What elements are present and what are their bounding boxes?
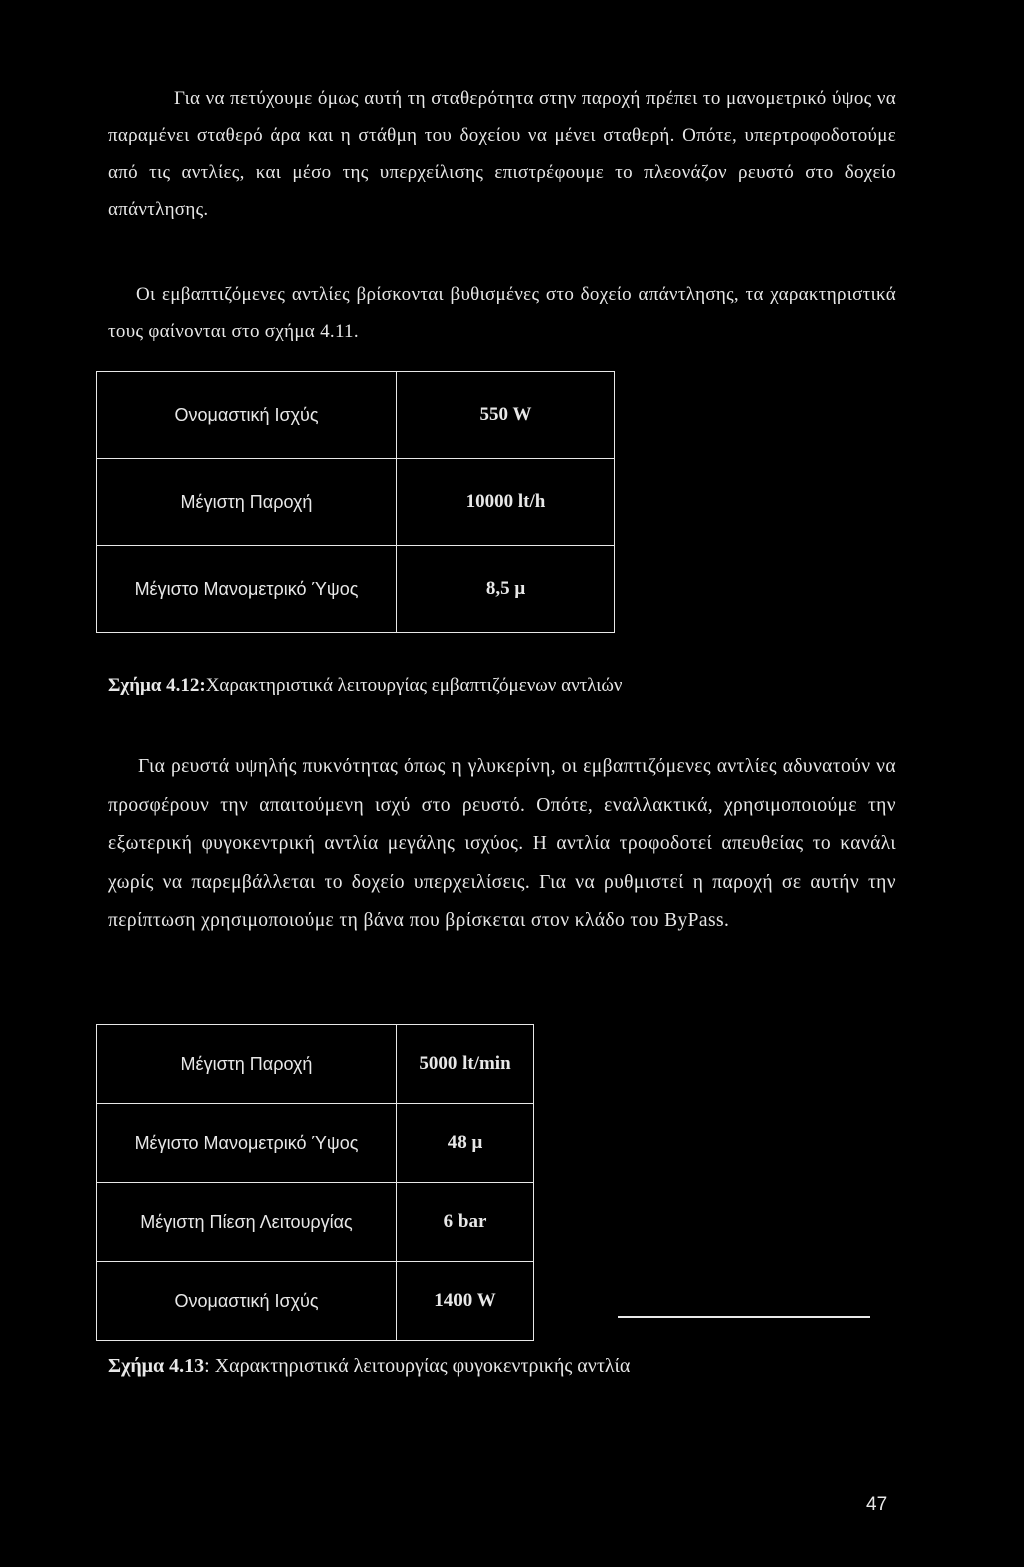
spec-value: 6 bar	[397, 1183, 534, 1262]
table-row	[97, 1104, 534, 1183]
centrifugal-pump-spec-table	[96, 1024, 534, 1341]
spec-value: 48 μ	[397, 1104, 534, 1183]
submersible-pump-spec-table	[96, 371, 615, 633]
page-number: 47	[866, 1494, 888, 1515]
table-row	[97, 459, 615, 546]
spec-value: 550 W	[397, 372, 615, 459]
table-row	[97, 546, 615, 633]
spec-value: 10000 lt/h	[397, 459, 615, 546]
spec-label: Μέγιστο Μανομετρικό Ύψος	[97, 546, 397, 633]
table-row	[97, 1025, 534, 1104]
caption-text: : Χαρακτηριστικά λειτουργίας φυγοκεντρικής αντλία	[204, 1355, 631, 1377]
paragraph-centrifugal-pump: Για ρευστά υψηλής πυκνότητας όπως η γλυκερίνη, οι εμβαπτιζόμενες αντλίες αδυνατούν να προσφέρουν την απαιτούμενη ισχύ στο ρευστό. Οπότε, εναλλακτικά, χρησιμοποιούμε την εξωτερική φυγοκεντρική αντλία μεγάλης ισχύος. Η αντλία τροφοδοτεί απευθείας το κανάλι χωρίς να παρεμβάλλεται το δοχείο υπερχειλίσεις. Για να ρυθμιστεί η παροχή σε αυτήν την περίπτωση χρησιμοποιούμε τη βάνα που βρίσκεται στον κλάδο του ByPass.	[108, 756, 896, 931]
figure-caption-4-12	[108, 675, 623, 697]
caption-text: Χαρακτηριστικά λειτουργίας εμβαπτιζόμενων αντλιών	[205, 675, 623, 696]
paragraph-constant-level: Για να πετύχουμε όμως αυτή τη σταθερότητα στην παροχή πρέπει το μανομετρικό ύψος να παραμένει σταθερό άρα και η στάθμη του δοχείου να μένει σταθερή. Οπότε, υπερτροφοδοτούμε από τις αντλίες, και μέσο της υπερχείλισης επιστρέφουμε το πλεονάζον ρευστό στο δοχείο απάντλησης.	[108, 88, 896, 220]
spec-label: Ονομαστική Ισχύς	[97, 1262, 397, 1341]
table-row	[97, 1183, 534, 1262]
spec-label: Ονομαστική Ισχύς	[97, 372, 397, 459]
caption-number: Σχήμα 4.13	[108, 1355, 205, 1377]
horizontal-rule	[618, 1316, 870, 1318]
spec-label: Μέγιστη Παροχή	[97, 459, 397, 546]
spec-value: 5000 lt/min	[397, 1025, 534, 1104]
spec-value: 8,5 μ	[397, 546, 615, 633]
figure-caption-4-13	[108, 1355, 630, 1378]
spec-label: Μέγιστη Πίεση Λειτουργίας	[97, 1183, 397, 1262]
spec-label: Μέγιστο Μανομετρικό Ύψος	[97, 1104, 397, 1183]
caption-number: Σχήμα 4.12:	[108, 675, 206, 696]
table-row	[97, 372, 615, 459]
table-row	[97, 1262, 534, 1341]
spec-value: 1400 W	[397, 1262, 534, 1341]
spec-label: Μέγιστη Παροχή	[97, 1025, 397, 1104]
paragraph-submersible-pumps: Οι εμβαπτιζόμενες αντλίες βρίσκονται βυθισμένες στο δοχείο απάντλησης, τα χαρακτηριστικά τους φαίνονται στο σχήμα 4.11.	[108, 284, 896, 342]
